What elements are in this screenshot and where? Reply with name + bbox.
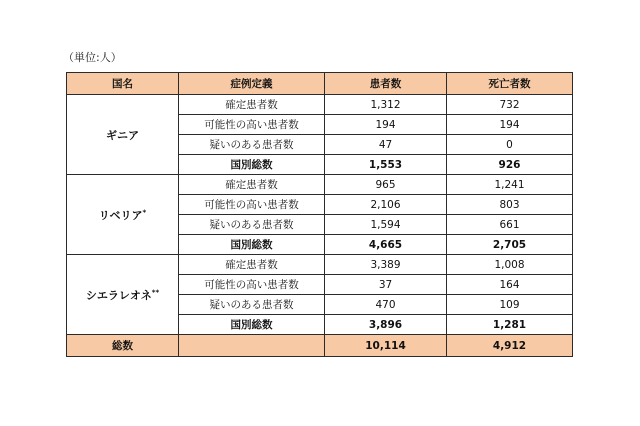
country-cell (67, 175, 179, 255)
country-cell (67, 95, 179, 175)
grand-total-empty-cell (179, 335, 325, 357)
cases-cell: 47 (325, 135, 447, 155)
definition-cell: 確定患者数 (179, 255, 325, 275)
total-label-cell: 国別総数 (179, 155, 325, 175)
deaths-cell: 1,008 (447, 255, 573, 275)
total-label-cell: 国別総数 (179, 235, 325, 255)
total-label-cell: 国別総数 (179, 315, 325, 335)
total-cases-cell: 3,896 (325, 315, 447, 335)
deaths-cell: 803 (447, 195, 573, 215)
total-deaths-cell: 1,281 (447, 315, 573, 335)
country-name: リベリア (98, 208, 143, 222)
definition-cell: 確定患者数 (179, 175, 325, 195)
unit-label: （単位:人） (63, 51, 122, 64)
cases-cell: 1,594 (325, 215, 447, 235)
deaths-cell: 0 (447, 135, 573, 155)
total-cases-cell: 1,553 (325, 155, 447, 175)
total-deaths-cell: 2,705 (447, 235, 573, 255)
country-mark: * (142, 207, 147, 216)
deaths-cell: 732 (447, 95, 573, 115)
cases-cell: 470 (325, 295, 447, 315)
header-case-definition: 症例定義 (179, 73, 325, 95)
grand-total-cases: 10,114 (325, 335, 447, 357)
ebola-cases-table (66, 72, 573, 357)
grand-total-deaths: 4,912 (447, 335, 573, 357)
header-cases: 患者数 (325, 73, 447, 95)
deaths-cell: 661 (447, 215, 573, 235)
deaths-cell: 164 (447, 275, 573, 295)
country-name: シエラレオネ (85, 288, 152, 302)
header-row (67, 73, 573, 95)
definition-cell: 可能性の高い患者数 (179, 195, 325, 215)
grand-total-label: 総数 (67, 335, 179, 357)
cases-cell: 965 (325, 175, 447, 195)
header-country: 国名 (67, 73, 179, 95)
definition-cell: 疑いのある患者数 (179, 135, 325, 155)
cases-cell: 194 (325, 115, 447, 135)
definition-cell: 可能性の高い患者数 (179, 275, 325, 295)
cases-cell: 3,389 (325, 255, 447, 275)
definition-cell: 疑いのある患者数 (179, 295, 325, 315)
deaths-cell: 1,241 (447, 175, 573, 195)
header-deaths: 死亡者数 (447, 73, 573, 95)
definition-cell: 確定患者数 (179, 95, 325, 115)
cases-cell: 1,312 (325, 95, 447, 115)
deaths-cell: 109 (447, 295, 573, 315)
table-row (67, 175, 573, 195)
grand-total-row (67, 335, 573, 357)
country-name: ギニア (106, 128, 139, 142)
table-row (67, 95, 573, 115)
total-cases-cell: 4,665 (325, 235, 447, 255)
country-cell (67, 255, 179, 335)
total-deaths-cell: 926 (447, 155, 573, 175)
definition-cell: 疑いのある患者数 (179, 215, 325, 235)
cases-cell: 2,106 (325, 195, 447, 215)
country-mark: ** (151, 287, 160, 296)
table-row (67, 255, 573, 275)
cases-cell: 37 (325, 275, 447, 295)
deaths-cell: 194 (447, 115, 573, 135)
definition-cell: 可能性の高い患者数 (179, 115, 325, 135)
